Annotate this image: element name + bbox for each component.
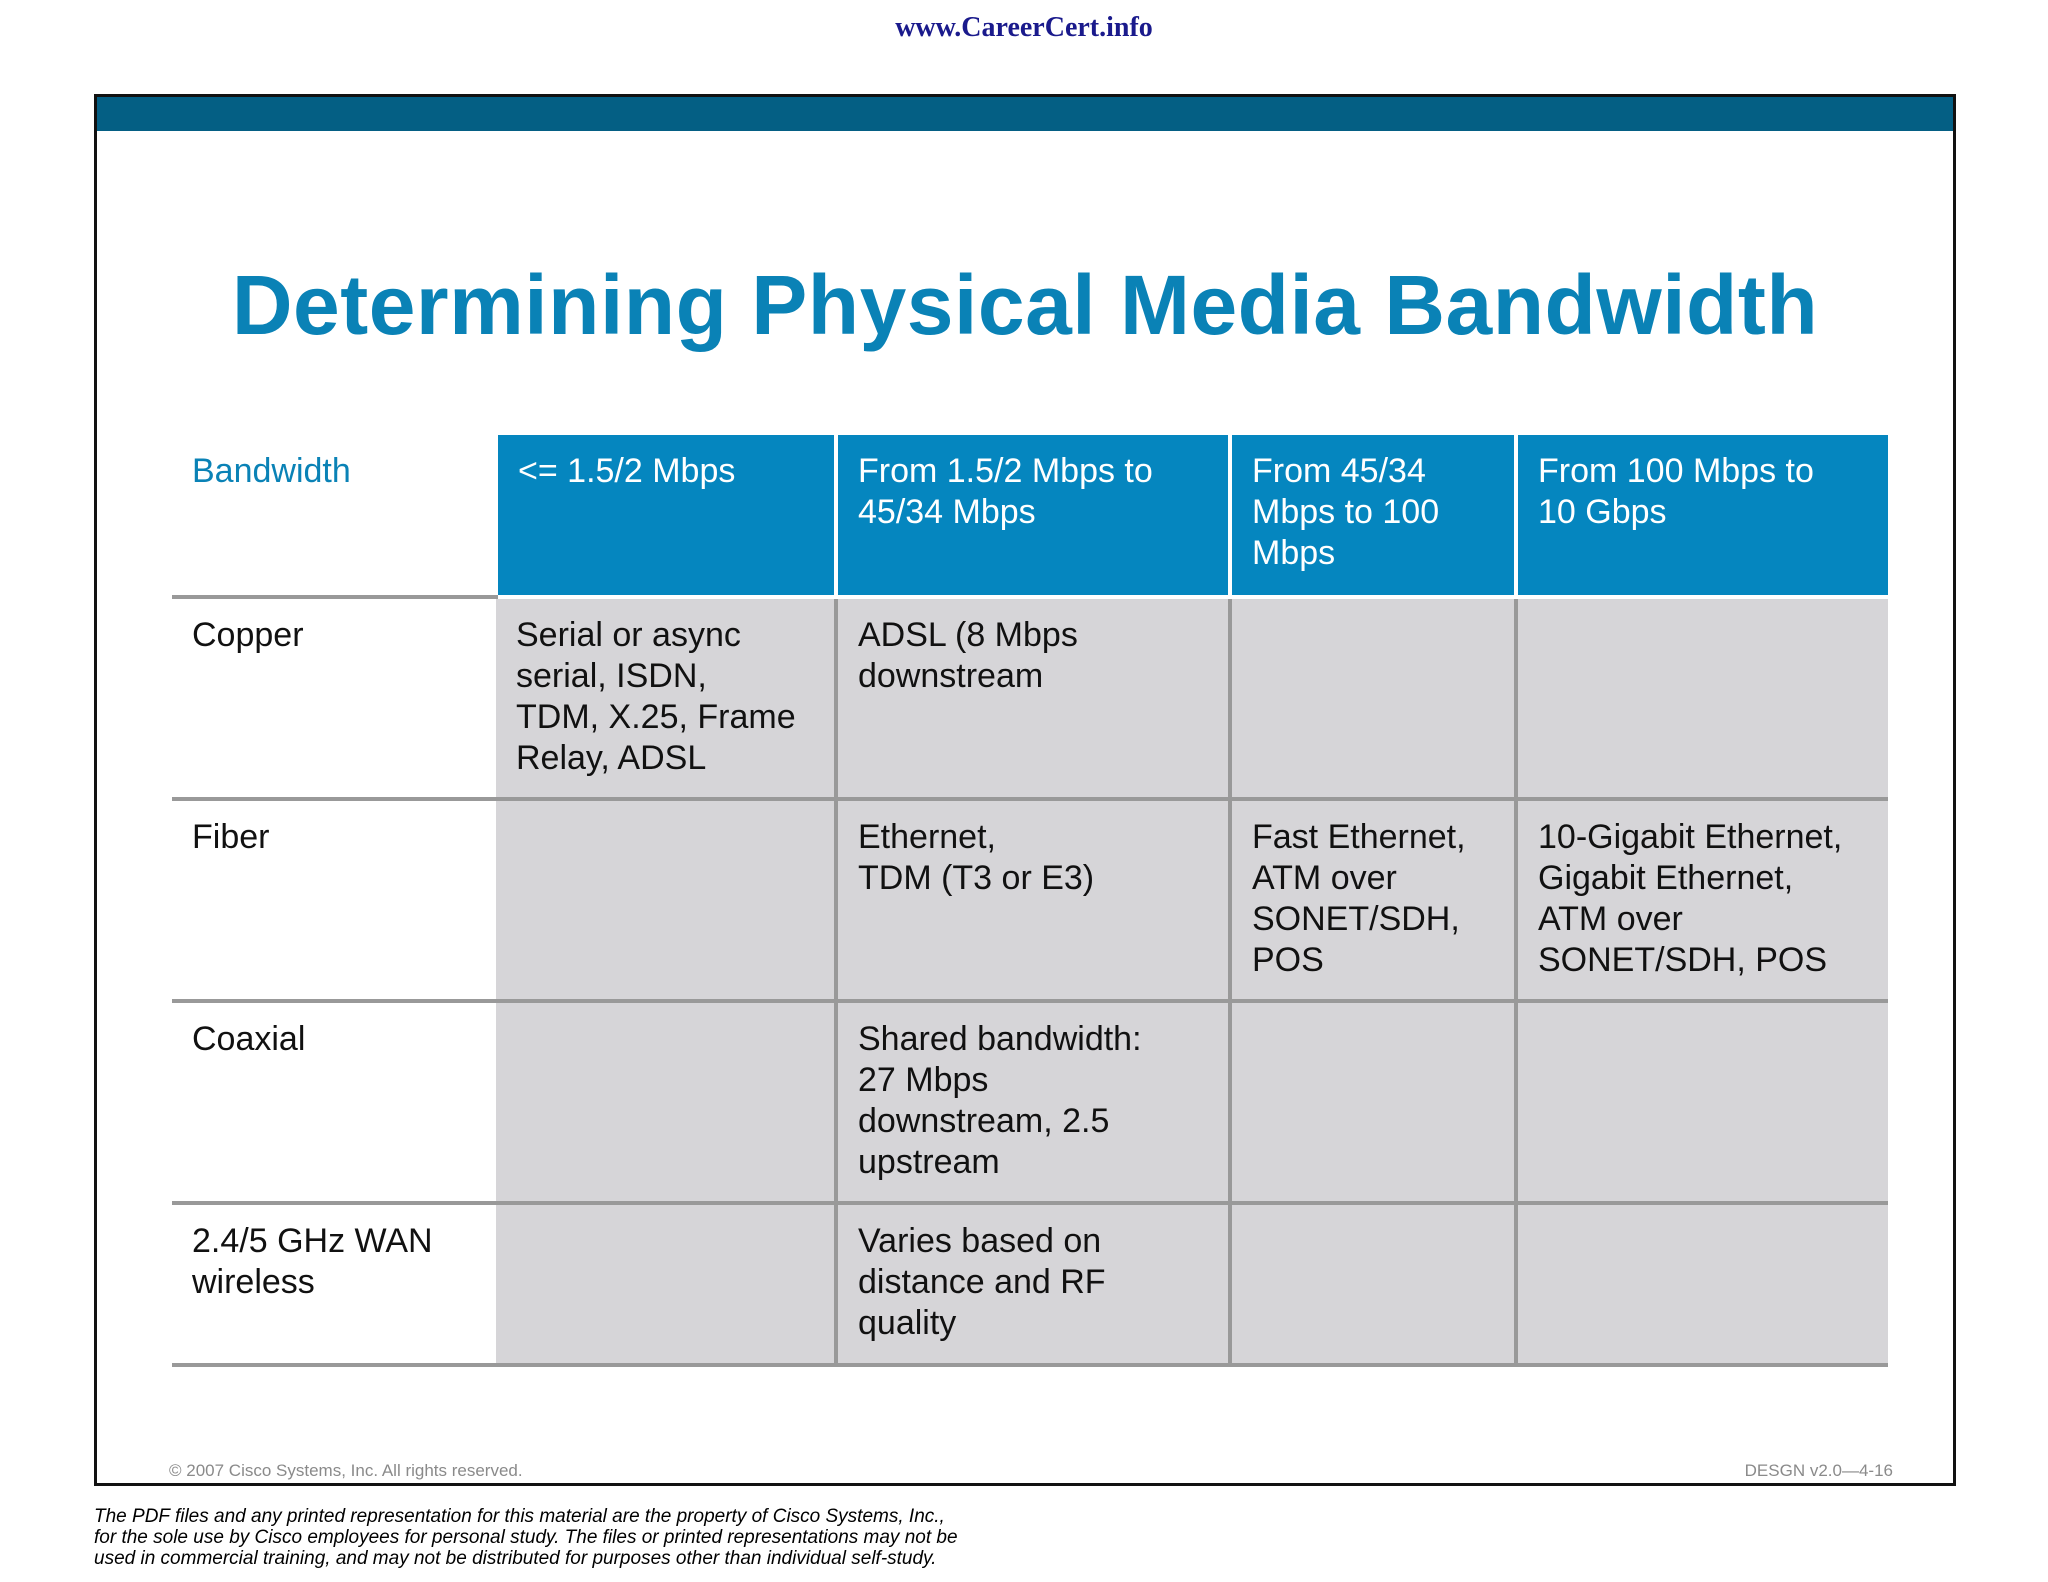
cell-line: Serial or async [516,616,741,654]
row-label-line: 2.4/5 GHz WAN [192,1222,433,1260]
column-header-4 [1516,435,1888,597]
header-row [172,435,1888,597]
table-cell-empty [496,799,836,1001]
slide-code: DESGN v2.0—4-16 [1744,1461,1893,1480]
cell-line: TDM (T3 or E3) [858,859,1095,897]
column-header-line: 10 Gbps [1538,493,1667,531]
slide-title: Determining Physical Media Bandwidth [231,258,1819,352]
column-header-line: Mbps to 100 [1252,493,1440,531]
column-header-2 [836,435,1230,597]
table-cell [836,1203,1230,1365]
slide-top-bar [97,97,1953,131]
cell-line: SONET/SDH, POS [1538,941,1828,979]
cell-line: ATM over [1538,900,1683,938]
table-cell-empty [1516,597,1888,799]
site-url: www.CareerCert.info [895,12,1153,43]
row-label-line: Copper [192,616,304,654]
table-cell-empty [1516,1001,1888,1203]
column-header-line: <= 1.5/2 Mbps [518,452,736,490]
table-cell [836,799,1230,1001]
row-label-line: Fiber [192,818,270,856]
cell-line: Varies based on [858,1222,1102,1260]
row-label-copper [172,597,496,799]
cell-line: distance and RF [858,1263,1106,1301]
column-header-3 [1230,435,1516,597]
copyright-notice: © 2007 Cisco Systems, Inc. All rights reserved. [169,1461,523,1480]
table-cell-empty [496,1203,836,1365]
table-cell-empty [1516,1203,1888,1365]
cell-line: Shared bandwidth: [858,1020,1142,1058]
table-row-coaxial [172,1001,1888,1203]
cell-line: TDM, X.25, Frame [516,698,796,736]
cell-line: quality [858,1304,957,1342]
cell-line: serial, ISDN, [516,657,707,695]
table-row-wireless [172,1203,1888,1365]
table-row-copper [172,597,1888,799]
slide-frame [94,94,1956,1486]
table-row-fiber [172,799,1888,1001]
bandwidth-table [172,435,1888,1367]
table-cell [1230,799,1516,1001]
row-label-coaxial [172,1001,496,1203]
table-cell-empty [1230,597,1516,799]
table-cell [836,597,1230,799]
cell-line: downstream [858,657,1044,695]
cell-line: Relay, ADSL [516,739,707,777]
cell-line: ADSL (8 Mbps [858,616,1078,654]
table-cell-empty [496,1001,836,1203]
table-cell [1516,799,1888,1001]
column-header-line: From 1.5/2 Mbps to [858,452,1153,490]
disclaimer-line: The PDF files and any printed representation for this material are the property of Cisco Systems, Inc., [94,1506,945,1527]
column-header-line: From 100 Mbps to [1538,452,1814,490]
column-header-1 [496,435,836,597]
table-cell-empty [1230,1001,1516,1203]
cell-line: 27 Mbps [858,1061,989,1099]
cell-line: POS [1252,941,1324,979]
disclaimer [94,1506,1194,1569]
cell-line: Ethernet, [858,818,996,856]
row-label-line: wireless [192,1263,315,1301]
cell-line: upstream [858,1143,1000,1181]
cell-line: 10-Gigabit Ethernet, [1538,818,1843,856]
table-cell [496,597,836,799]
row-label-fiber [172,799,496,1001]
row-label-wireless [172,1203,496,1365]
cell-line: ATM over [1252,859,1397,897]
cell-line: Fast Ethernet, [1252,818,1466,856]
row-label-line: Coaxial [192,1020,306,1058]
bandwidth-label: Bandwidth [172,435,496,597]
disclaimer-line: used in commercial training, and may not be distributed for purposes other than individual self-study. [94,1548,937,1569]
table-cell-empty [1230,1203,1516,1365]
cell-line: Gigabit Ethernet, [1538,859,1794,897]
column-header-line: Mbps [1252,534,1336,572]
cell-line: downstream, 2.5 [858,1102,1110,1140]
disclaimer-line: for the sole use by Cisco employees for personal study. The files or printed representations may not be [94,1527,958,1548]
cell-line: SONET/SDH, [1252,900,1460,938]
column-header-line: From 45/34 [1252,452,1426,490]
table-cell [836,1001,1230,1203]
column-header-line: 45/34 Mbps [858,493,1036,531]
